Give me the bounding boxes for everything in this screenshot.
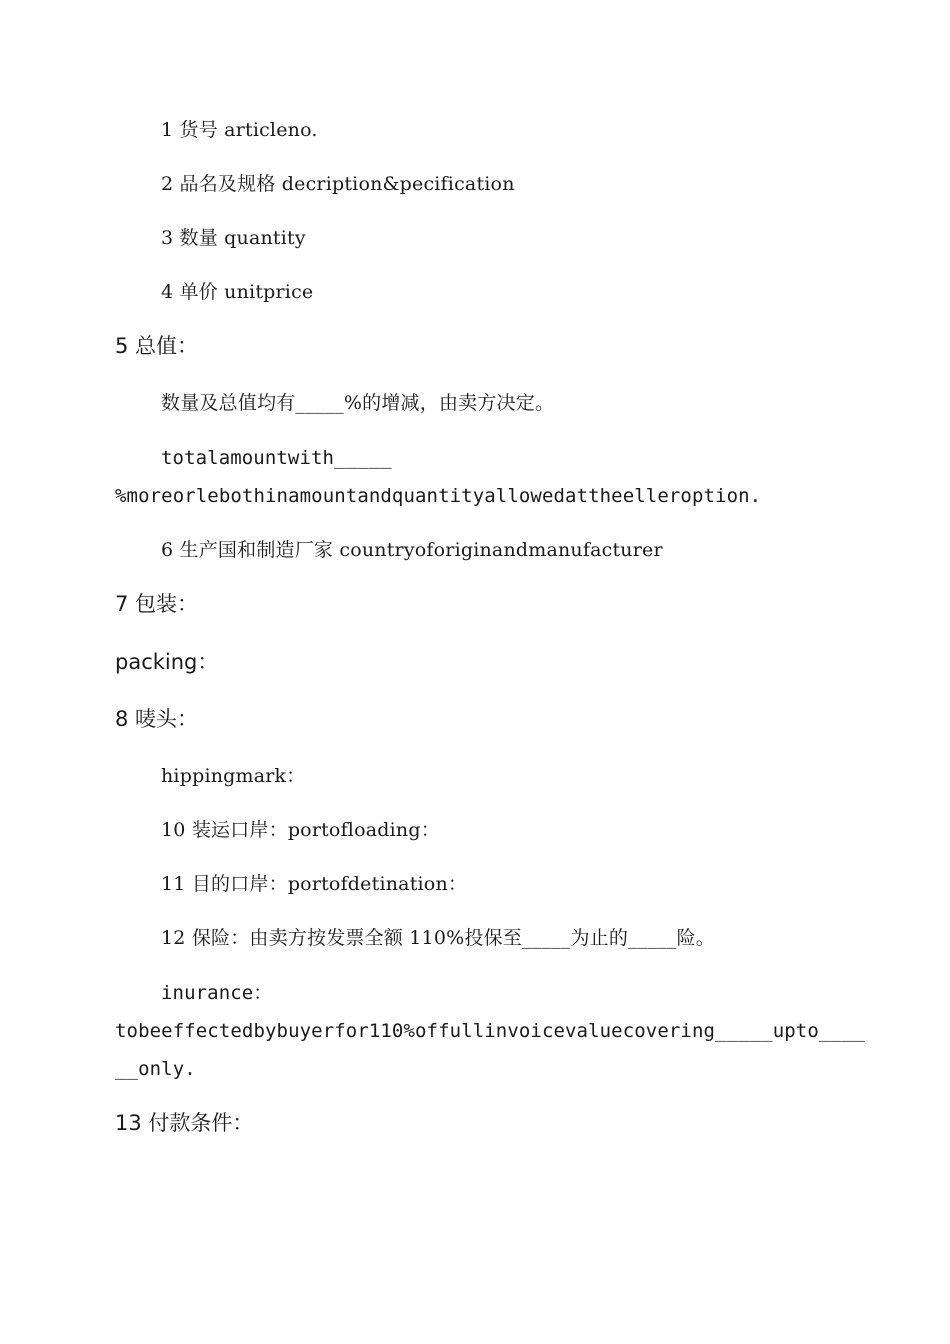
heading-payment-terms: 13 付款条件： xyxy=(115,1111,254,1135)
total-value-clause-en-line1: totalamountwith_____ xyxy=(161,447,392,469)
total-value-clause-cn: 数量及总值均有_____%的增减，由卖方决定。 xyxy=(161,392,555,414)
insurance-clause-en-line1: inurance： xyxy=(161,982,273,1004)
item-country-of-origin: 6 生产国和制造厂家 countryoforiginandmanufacturer xyxy=(161,539,663,561)
item-description-specification: 2 品名及规格 decription&pecification xyxy=(161,173,515,195)
insurance-clause-cn: 12 保险：由卖方按发票全额 110%投保至_____为止的_____险。 xyxy=(161,927,715,949)
heading-packing-en: packing： xyxy=(115,650,219,674)
insurance-clause-en-line2: tobeeffectedbybuyerfor110%offullinvoicevaluecovering_____upto____ xyxy=(115,1020,866,1042)
heading-total-value: 5 总值： xyxy=(115,334,199,358)
item-quantity: 3 数量 quantity xyxy=(161,227,306,249)
total-value-clause-en-line2: %moreorlebothinamountandquantityallowedattheelleroption. xyxy=(115,485,762,507)
insurance-clause-en-line3: __only. xyxy=(115,1058,196,1080)
item-article-no: 1 货号 articleno. xyxy=(161,119,318,141)
item-port-of-loading: 10 装运口岸：portofloading： xyxy=(161,819,440,841)
heading-shipping-mark-cn: 8 唛头： xyxy=(115,707,199,731)
shipping-mark-en: hippingmark： xyxy=(161,765,306,787)
heading-packing-cn: 7 包装： xyxy=(115,592,199,616)
item-unit-price: 4 单价 unitprice xyxy=(161,281,314,303)
item-port-of-destination: 11 目的口岸：portofdetination： xyxy=(161,873,468,895)
